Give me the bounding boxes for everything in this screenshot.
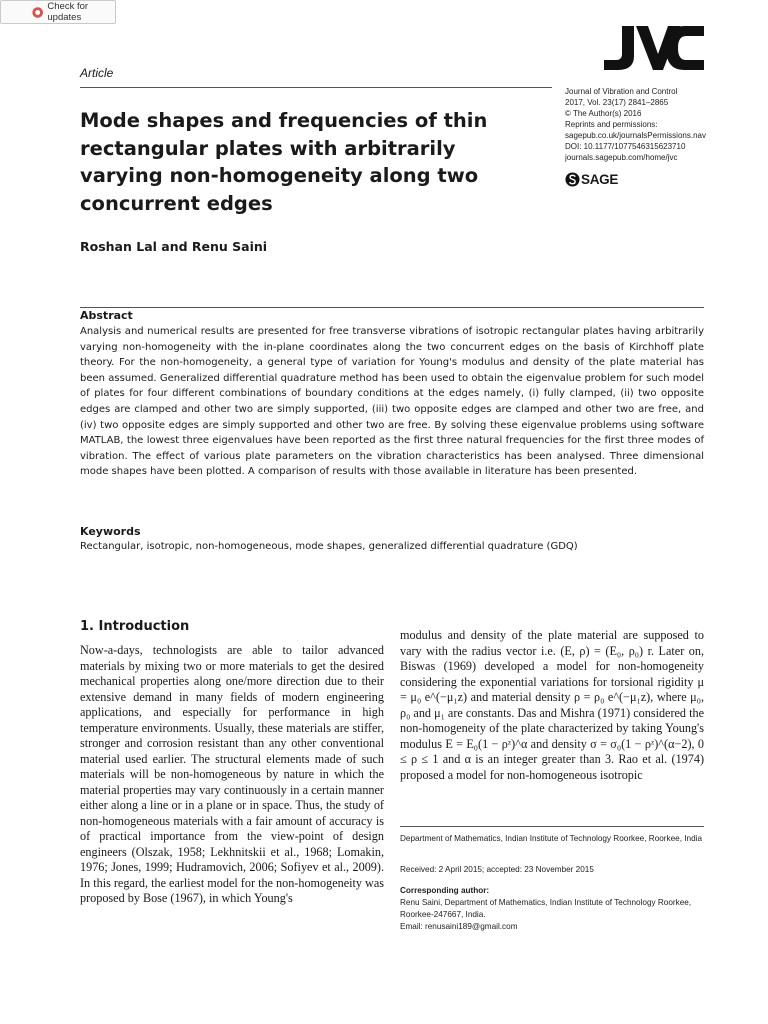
section-heading-introduction: 1. Introduction [80, 619, 190, 634]
publisher-name: SAGE [581, 172, 619, 187]
jvc-logo-mark [602, 24, 706, 72]
logo-text [706, 24, 707, 25]
author-affiliation: Department of Mathematics, Indian Institute of Technology Roorkee, Roorkee, India [400, 834, 703, 843]
intro-left-column: Now-a-days, technologists are able to tailor advanced materials by mixing two or more materials to get the desired mechanical properties along one/more direction due to their extensive demand in many fields of modern engineering applications, and especially for performance in high temperature environments. Usually, these materials are stiffer, stronger and corrosion resistant than any other conventional material used earlier. The structural elements made of such materials will be non-homogeneous by nature in which the material properties may vary continuously in a certain manner either along a line or in a plane or in space. Thus, the study of non-homogeneous materials with a fair amount of accuracy is of practical importance from the view-point of design engineers (Olszak, 1958; Lekhnitskii et al., 1968; Lomakin, 1976; Jones, 1999; Hudramovich, 2006; Sofiyev et al., 2009). In this regard, the earliest model for the non-homogeneity was proposed by Bose (1967), in which Young's [80, 643, 384, 905]
check-for-updates-label: Check for updates [47, 1, 89, 23]
footnote-divider [400, 826, 704, 827]
doi-link[interactable]: DOI: 10.1177/1077546315623710 [565, 142, 686, 151]
abstract-body: Analysis and numerical results are presented for free transverse vibrations of isotropic rectangular plates having arbitrarily varying non-homogeneity with the in-plane coordinates along the two concurrent edges on the basis of Kirchhoff plate theory. For the non-homogeneity, a general type of variation for Young's modulus and density of the plate material has been assumed. Generalized differential quadrature method has been used to obtain the eigenvalue problem for such model of plates for four different combinations of boundary conditions at the edges namely, (i) fully clamped, (ii) two opposite edges are clamped and other two are simply supported, (iii) two opposite edges are clamped and other two are free, and (iv) two opposite edges are simply supported and other two are free. By solving these eigenvalue problems using software MATLAB, the lowest three eigenvalues have been reported as the first three natural frequencies for the first three modes of vibration. The effect of various plate parameters on the vibration characteristics has been analysed. Three dimensional mode shapes have been plotted. A comparison of results with those available in literature has been presented. [80, 326, 704, 478]
article-type-label: Article [80, 66, 114, 80]
check-for-updates-button[interactable] [0, 0, 116, 24]
paper-title: Mode shapes and frequencies of thin rectangular plates with arbitrarily varying non-homogeneity along two concurrent edges [80, 109, 488, 215]
abstract-heading: Abstract [80, 309, 133, 322]
reprints-label: Reprints and permissions: [565, 120, 658, 129]
journal-home-link[interactable]: journals.sagepub.com/home/jvc [565, 153, 678, 162]
author-list: Roshan Lal and Renu Saini [80, 239, 268, 254]
keywords-heading: Keywords [80, 525, 141, 538]
abstract-divider [80, 307, 704, 308]
keywords-list: Rectangular, isotropic, non-homogeneous, mode shapes, generalized differential quadrature (GDQ) [80, 541, 578, 552]
corresponding-author-heading: Corresponding author: [400, 886, 490, 895]
sage-logo-icon [565, 172, 580, 187]
header-divider [80, 87, 552, 88]
copyright: © The Author(s) 2016 [565, 109, 642, 118]
corresponding-author-email[interactable]: Email: renusaini189@gmail.com [400, 922, 518, 931]
publisher-logo [565, 172, 618, 187]
journal-volume: 2017, Vol. 23(17) 2841–2865 [565, 98, 669, 107]
received-dates: Received: 2 April 2015; accepted: 23 November 2015 [400, 865, 594, 874]
corresponding-author-address: Renu Saini, Department of Mathematics, Indian Institute of Technology Roorkee, Roorkee-247667, India. [400, 898, 692, 919]
update-icon [32, 6, 43, 19]
permissions-link[interactable]: sagepub.co.uk/journalsPermissions.nav [565, 131, 706, 140]
journal-logo [602, 24, 706, 77]
intro-right-column: modulus and density of the plate material are supposed to vary with the radius vector i.e. (E, ρ) = (E₀, ρ₀) r. Later on, Biswas (1969) developed a model for non-homogeneity considering the exponential variations for torsional rigidity μ = μ₀ e^(−μ₁z) and material density ρ = ρ₀ e^(−μ₁z), where μ₀, ρ₀ and μ₁ are constants. Das and Mishra (1971) considered the non-homogeneity of the plate characterized by taking Young's modulus E = E₀(1 − ρᶻ)^α and density σ = σ₀(1 − ρᶻ)^(α−2), 0 ≤ ρ ≤ 1 and α is an integer greater than 3. Rao et al. (1974) proposed a model for non-homogeneous isotropic [400, 628, 704, 782]
journal-name: Journal of Vibration and Control [565, 87, 678, 96]
journal-info [565, 86, 745, 163]
